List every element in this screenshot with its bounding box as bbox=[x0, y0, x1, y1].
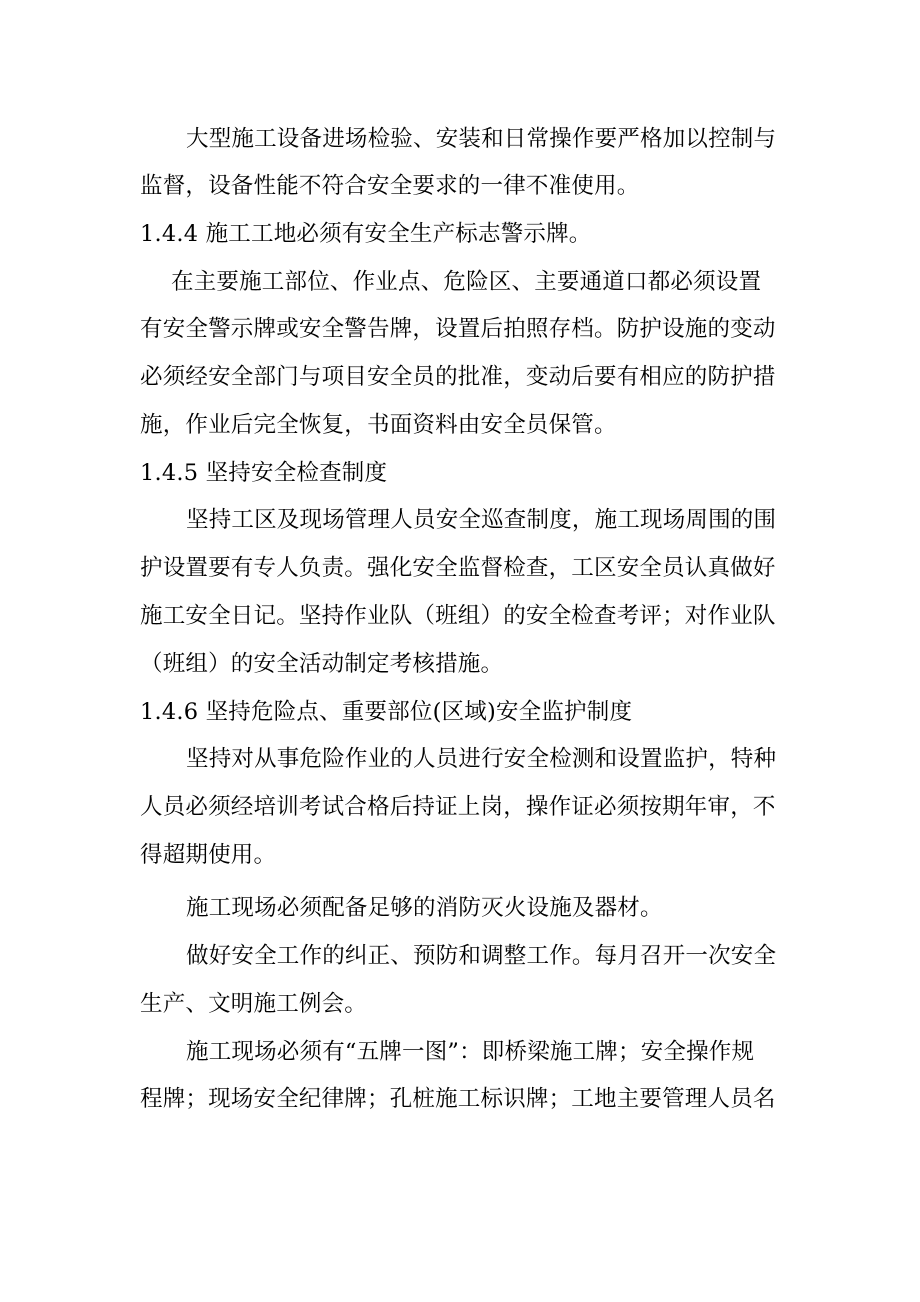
paragraph-line: 监督，设备性能不符合安全要求的一律不准使用。 bbox=[140, 173, 640, 199]
paragraph-line: 有安全警示牌或安全警告牌，设置后拍照存档。防护设施的变动 bbox=[140, 316, 776, 342]
paragraph-line: 必须经安全部门与项目安全员的批准，变动后要有相应的防护措 bbox=[140, 364, 776, 390]
section-heading: 1.4.4 施工工地必须有安全生产标志警示牌。 bbox=[140, 221, 592, 247]
paragraph-line: 施工现场必须配备足够的消防灭火设施及器材。 bbox=[186, 895, 663, 921]
paragraph-line: 坚持对从事危险作业的人员进行安全检测和设置监护，特种 bbox=[186, 746, 777, 772]
paragraph-line: 施，作业后完全恢复，书面资料由安全员保管。 bbox=[140, 412, 617, 438]
paragraph-line: 坚持工区及现场管理人员安全巡查制度，施工现场周围的围 bbox=[186, 507, 777, 533]
section-heading: 1.4.5 坚持安全检查制度 bbox=[140, 460, 388, 486]
paragraph-line: 施工现场必须有“五牌一图”：即桥梁施工牌；安全操作规 bbox=[186, 1039, 755, 1065]
paragraph-line: 生产、文明施工例会。 bbox=[140, 991, 368, 1017]
paragraph-line: 人员必须经培训考试合格后持证上岗，操作证必须按期年审，不 bbox=[140, 794, 776, 820]
paragraph-line: 施工安全日记。坚持作业队（班组）的安全检查考评；对作业队 bbox=[140, 603, 776, 629]
paragraph-line: 在主要施工部位、作业点、危险区、主要通道口都必须设置 bbox=[171, 269, 762, 295]
paragraph-line: 程牌；现场安全纪律牌；孔桩施工标识牌；工地主要管理人员名 bbox=[140, 1086, 776, 1112]
paragraph-line: （班组）的安全活动制定考核措施。 bbox=[140, 651, 504, 677]
paragraph-line: 大型施工设备进场检验、安装和日常操作要严格加以控制与 bbox=[186, 126, 777, 152]
paragraph-line: 做好安全工作的纠正、预防和调整工作。每月召开一次安全 bbox=[186, 943, 777, 969]
section-heading: 1.4.6 坚持危险点、重要部位(区域)安全监护制度 bbox=[140, 699, 633, 725]
paragraph-line: 得超期使用。 bbox=[140, 842, 277, 868]
paragraph-line: 护设置要有专人负责。强化安全监督检查，工区安全员认真做好 bbox=[140, 555, 776, 581]
